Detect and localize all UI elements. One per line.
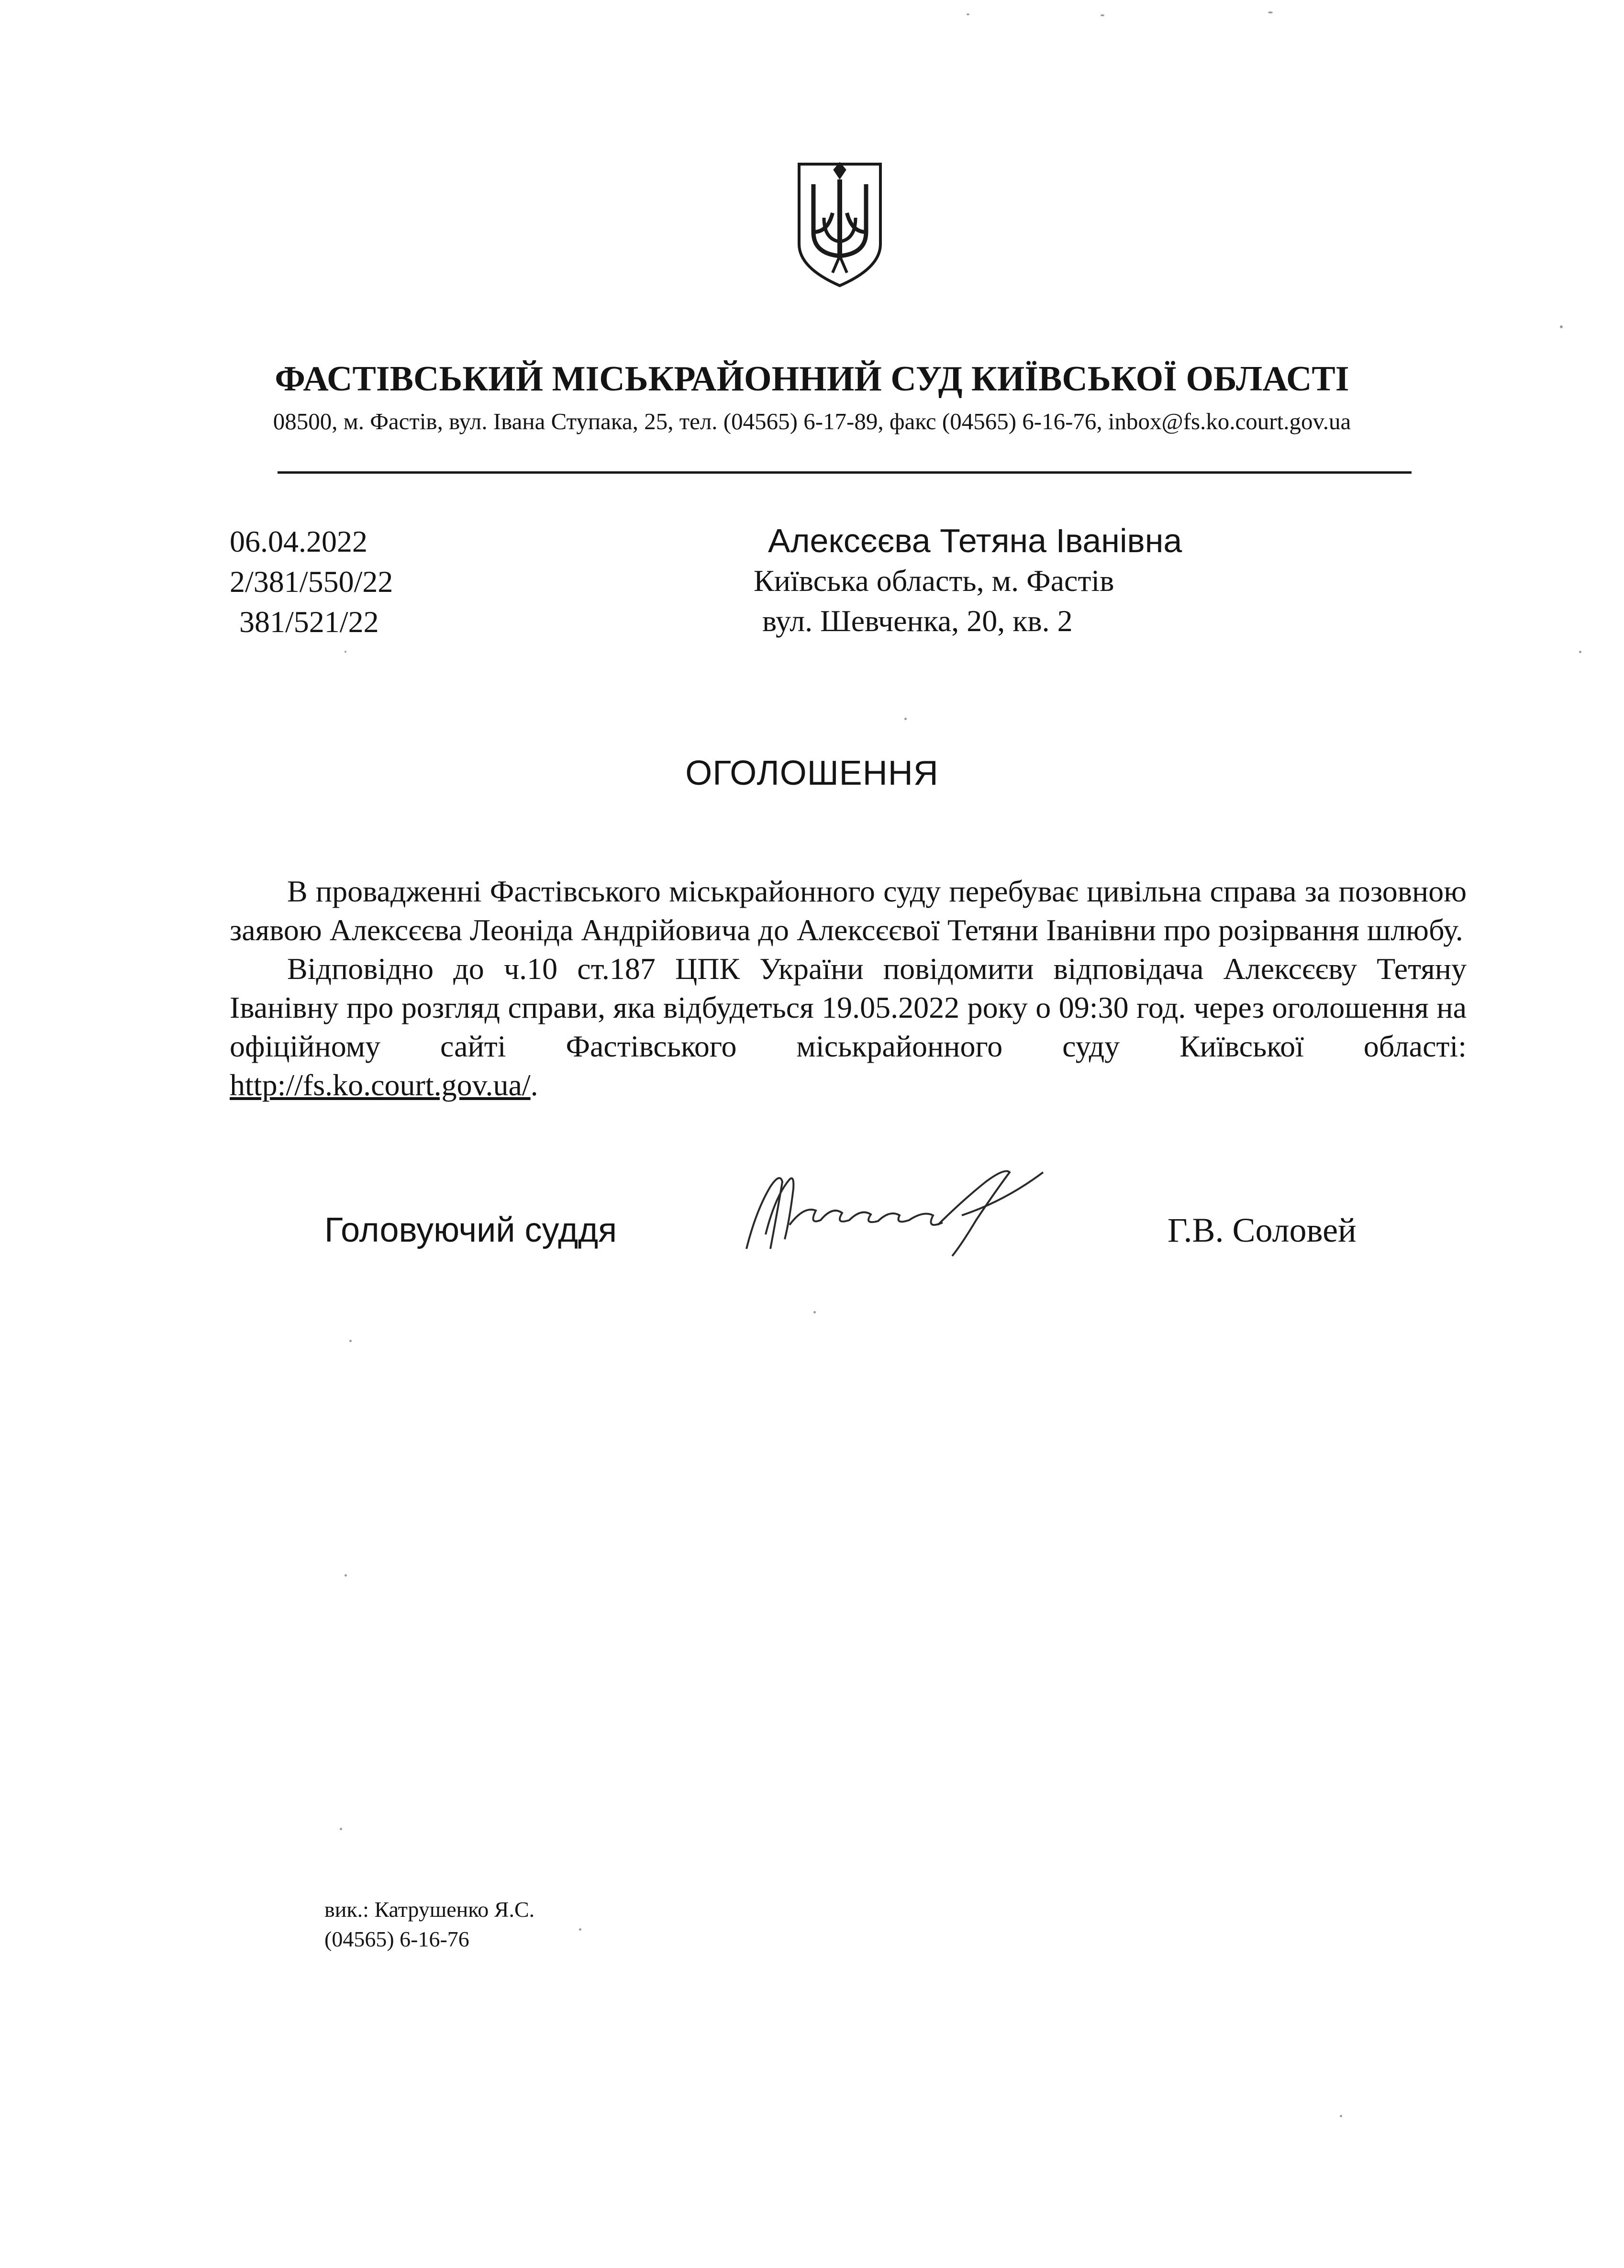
- executor-block: [324, 1895, 534, 1954]
- court-website-link[interactable]: http://fs.ko.court.gov.ua/: [230, 1068, 531, 1102]
- document-heading: ОГОЛОШЕННЯ: [685, 754, 939, 792]
- addressee-region: Київська область, м. Фастів: [754, 564, 1114, 598]
- body-paragraph-2: [230, 949, 1467, 1104]
- document-date: 06.04.2022: [230, 524, 367, 558]
- court-name: ФАСТІВСЬКИЙ МІСЬКРАЙОННИЙ СУД КИЇВСЬКОЇ ОБЛАСТІ: [275, 359, 1349, 399]
- document-body: [230, 872, 1467, 1104]
- body-paragraph-2-end: .: [530, 1068, 538, 1102]
- handwritten-signature: [737, 1153, 1072, 1263]
- addressee-street: вул. Шевченка, 20, кв. 2: [762, 604, 1073, 638]
- signer-name: Г.В. Соловей: [1168, 1211, 1357, 1249]
- addressee-name: Алексєєва Тетяна Іванівна: [768, 522, 1182, 559]
- case-number: 2/381/550/22: [230, 565, 393, 599]
- document-meta: [230, 522, 393, 642]
- body-paragraph-2-text: Відповідно до ч.10 ст.187 ЦПК України повідомити відповідача Алексєєву Тетяну Іванівну про розгляд справи, яка відбудеться 19.05.2022 року о 09:30 год. через оголошення на офіційному сайті Фастівського міськрайонного суду Київської області:: [230, 952, 1467, 1063]
- trident-emblem-icon: [794, 160, 885, 289]
- outgoing-number: 381/521/22: [239, 605, 379, 639]
- addressee-block: [754, 521, 1182, 641]
- body-paragraph-1: В провадженні Фастівського міськрайонного суду перебуває цивільна справа за позовною заявою Алексєєва Леоніда Андрійовича до Алексєєвої Тетяни Іванівни про розірвання шлюбу.: [230, 874, 1467, 947]
- executor-phone: (04565) 6-16-76: [324, 1927, 469, 1951]
- signer-role: Головуючий суддя: [324, 1211, 617, 1249]
- court-address: 08500, м. Фастів, вул. Івана Ступака, 25, тел. (04565) 6-17-89, факс (04565) 6-16-76, inbox@fs.ko.court.gov.ua: [273, 408, 1351, 434]
- executor-name: вик.: Катрушенко Я.С.: [324, 1897, 535, 1922]
- header-divider: [278, 471, 1412, 474]
